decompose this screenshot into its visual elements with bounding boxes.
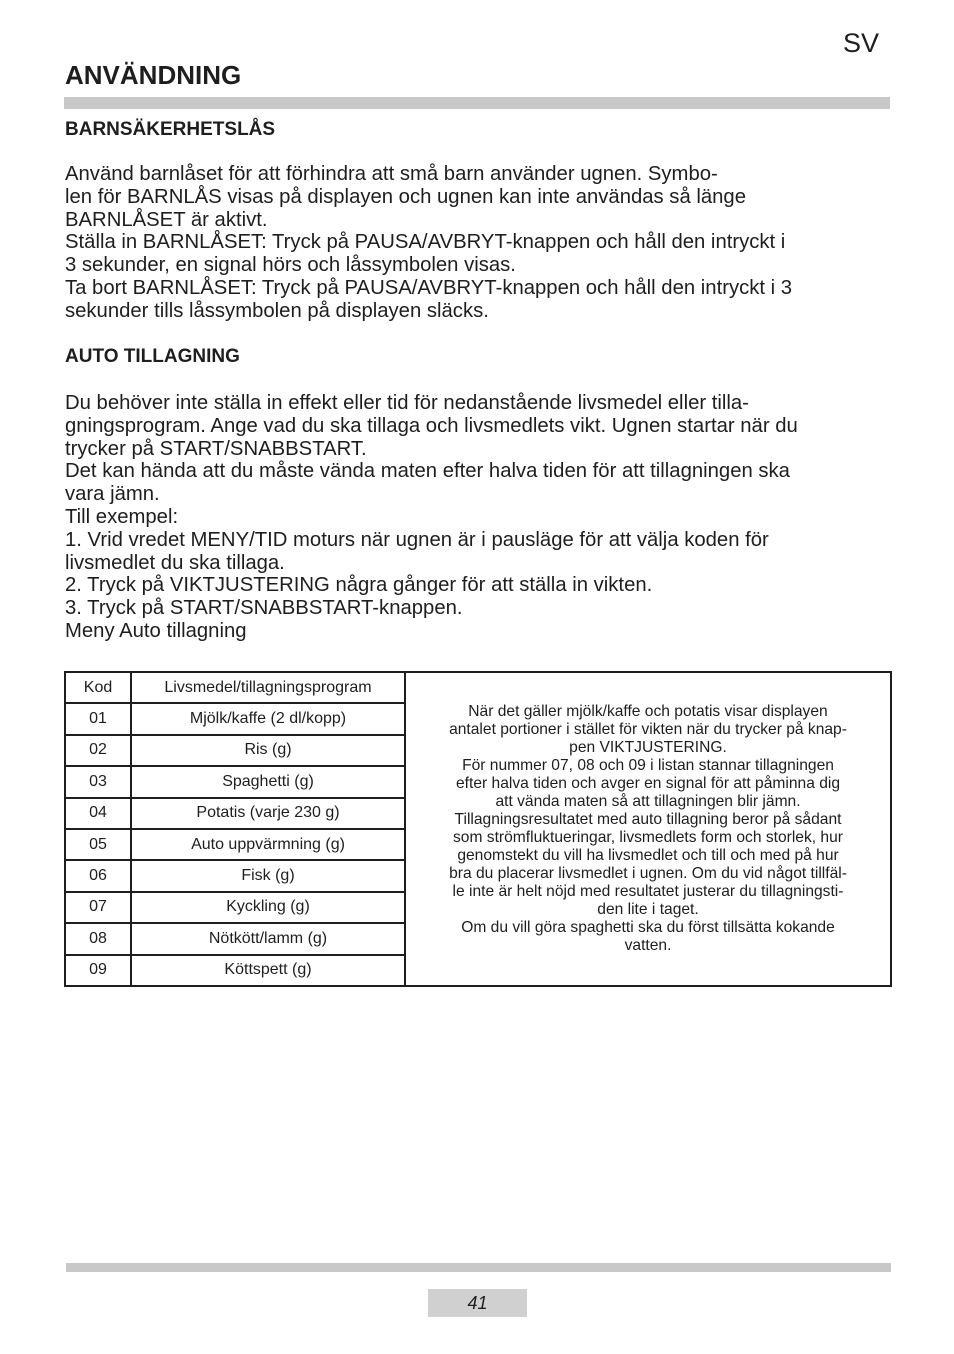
page-number: 41: [428, 1289, 527, 1317]
note-line: För nummer 07, 08 och 09 i listan stannar tillagningen: [462, 757, 834, 774]
text-line: Ta bort BARNLÅSET: Tryck på PAUSA/AVBRYT-knappen och håll den intryckt i 3: [65, 276, 793, 299]
childlock-text: [65, 163, 895, 323]
note-line: Om du vill göra spaghetti ska du först tillsätta kokande: [461, 919, 835, 936]
text-line: 3 sekunder, en signal hörs och låssymbolen visas.: [65, 254, 516, 277]
code-cell: 07: [65, 892, 131, 923]
note-line: att vända maten så att tillagningen blir jämn.: [495, 793, 801, 810]
text-line: BARNLÅSET är aktivt.: [65, 208, 268, 231]
code-cell: 08: [65, 923, 131, 954]
note-line: den lite i taget.: [597, 901, 699, 918]
food-cell: Köttspett (g): [131, 955, 405, 986]
table-note: [405, 672, 891, 986]
food-cell: Fisk (g): [131, 860, 405, 891]
note-line: som strömfluktueringar, livsmedlets form och storlek, hur: [453, 829, 843, 846]
autocook-heading: AUTO TILLAGNING: [65, 346, 240, 367]
food-cell: Kyckling (g): [131, 892, 405, 923]
code-cell: 02: [65, 735, 131, 766]
text-line: Meny Auto tillagning: [65, 619, 247, 642]
note-line: När det gäller mjölk/kaffe och potatis visar displayen: [468, 703, 828, 720]
code-cell: 04: [65, 798, 131, 829]
food-cell: Mjölk/kaffe (2 dl/kopp): [131, 703, 405, 734]
text-line: trycker på START/SNABBSTART.: [65, 437, 367, 460]
text-line: 1. Vrid vredet MENY/TID moturs när ugnen är i pausläge för att välja koden för: [65, 528, 769, 551]
table-header-row: [65, 672, 891, 703]
text-line: gningsprogram. Ange vad du ska tillaga och livsmedlets vikt. Ugnen startar när du: [65, 414, 798, 437]
page-title: ANVÄNDNING: [65, 60, 242, 90]
text-line: livsmedlet du ska tillaga.: [65, 551, 285, 574]
code-cell: 09: [65, 955, 131, 986]
note-line: vatten.: [624, 937, 672, 954]
language-code: SV: [843, 28, 880, 58]
childlock-heading: BARNSÄKERHETSLÅS: [65, 119, 276, 140]
code-cell: 01: [65, 703, 131, 734]
footer-divider: [66, 1263, 891, 1272]
text-line: 2. Tryck på VIKTJUSTERING några gånger för att ställa in vikten.: [65, 574, 653, 597]
code-cell: 03: [65, 766, 131, 797]
text-line: vara jämn.: [65, 483, 160, 506]
note-line: pen VIKTJUSTERING.: [569, 739, 727, 756]
text-line: sekunder tills låssymbolen på displayen släcks.: [65, 299, 489, 322]
text-line: Det kan hända att du måste vända maten efter halva tiden för att tillagningen ska: [65, 460, 790, 483]
text-line: Du behöver inte ställa in effekt eller tid för nedanstående livsmedel eller tilla-: [65, 392, 749, 414]
note-line: bra du placerar livsmedlet i ugnen. Om du vid något tillfäl-: [449, 865, 847, 882]
food-cell: Auto uppvärmning (g): [131, 829, 405, 860]
food-cell: Nötkött/lamm (g): [131, 923, 405, 954]
text-line: Ställa in BARNLÅSET: Tryck på PAUSA/AVBRYT-knappen och håll den intryckt i: [65, 231, 786, 254]
note-line: genomstekt du vill ha livsmedlet och till och med på hur: [457, 847, 839, 864]
food-cell: Ris (g): [131, 735, 405, 766]
auto-cook-table: [64, 671, 892, 987]
text-line: len för BARNLÅS visas på displayen och ugnen kan inte användas så länge: [65, 185, 746, 208]
food-cell: Potatis (varje 230 g): [131, 798, 405, 829]
column-header-code: Kod: [65, 672, 131, 703]
note-line: Tillagningsresultatet med auto tillagning beror på sådant: [454, 811, 842, 828]
food-cell: Spaghetti (g): [131, 766, 405, 797]
column-header-food: Livsmedel/tillagningsprogram: [131, 672, 405, 703]
note-line: le inte är helt nöjd med resultatet justerar du tillagningsti-: [452, 883, 844, 900]
note-line: antalet portioner i stället för vikten när du trycker på knap-: [449, 721, 847, 738]
header-divider: [64, 97, 890, 109]
note-line: efter halva tiden och avger en signal för att påminna dig: [455, 775, 841, 792]
text-line: Till exempel:: [65, 505, 179, 528]
text-line: 3. Tryck på START/SNABBSTART-knappen.: [65, 597, 463, 620]
text-line: Använd barnlåset för att förhindra att små barn använder ugnen. Symbo-: [65, 163, 718, 185]
code-cell: 05: [65, 829, 131, 860]
autocook-text: [65, 392, 895, 643]
code-cell: 06: [65, 860, 131, 891]
